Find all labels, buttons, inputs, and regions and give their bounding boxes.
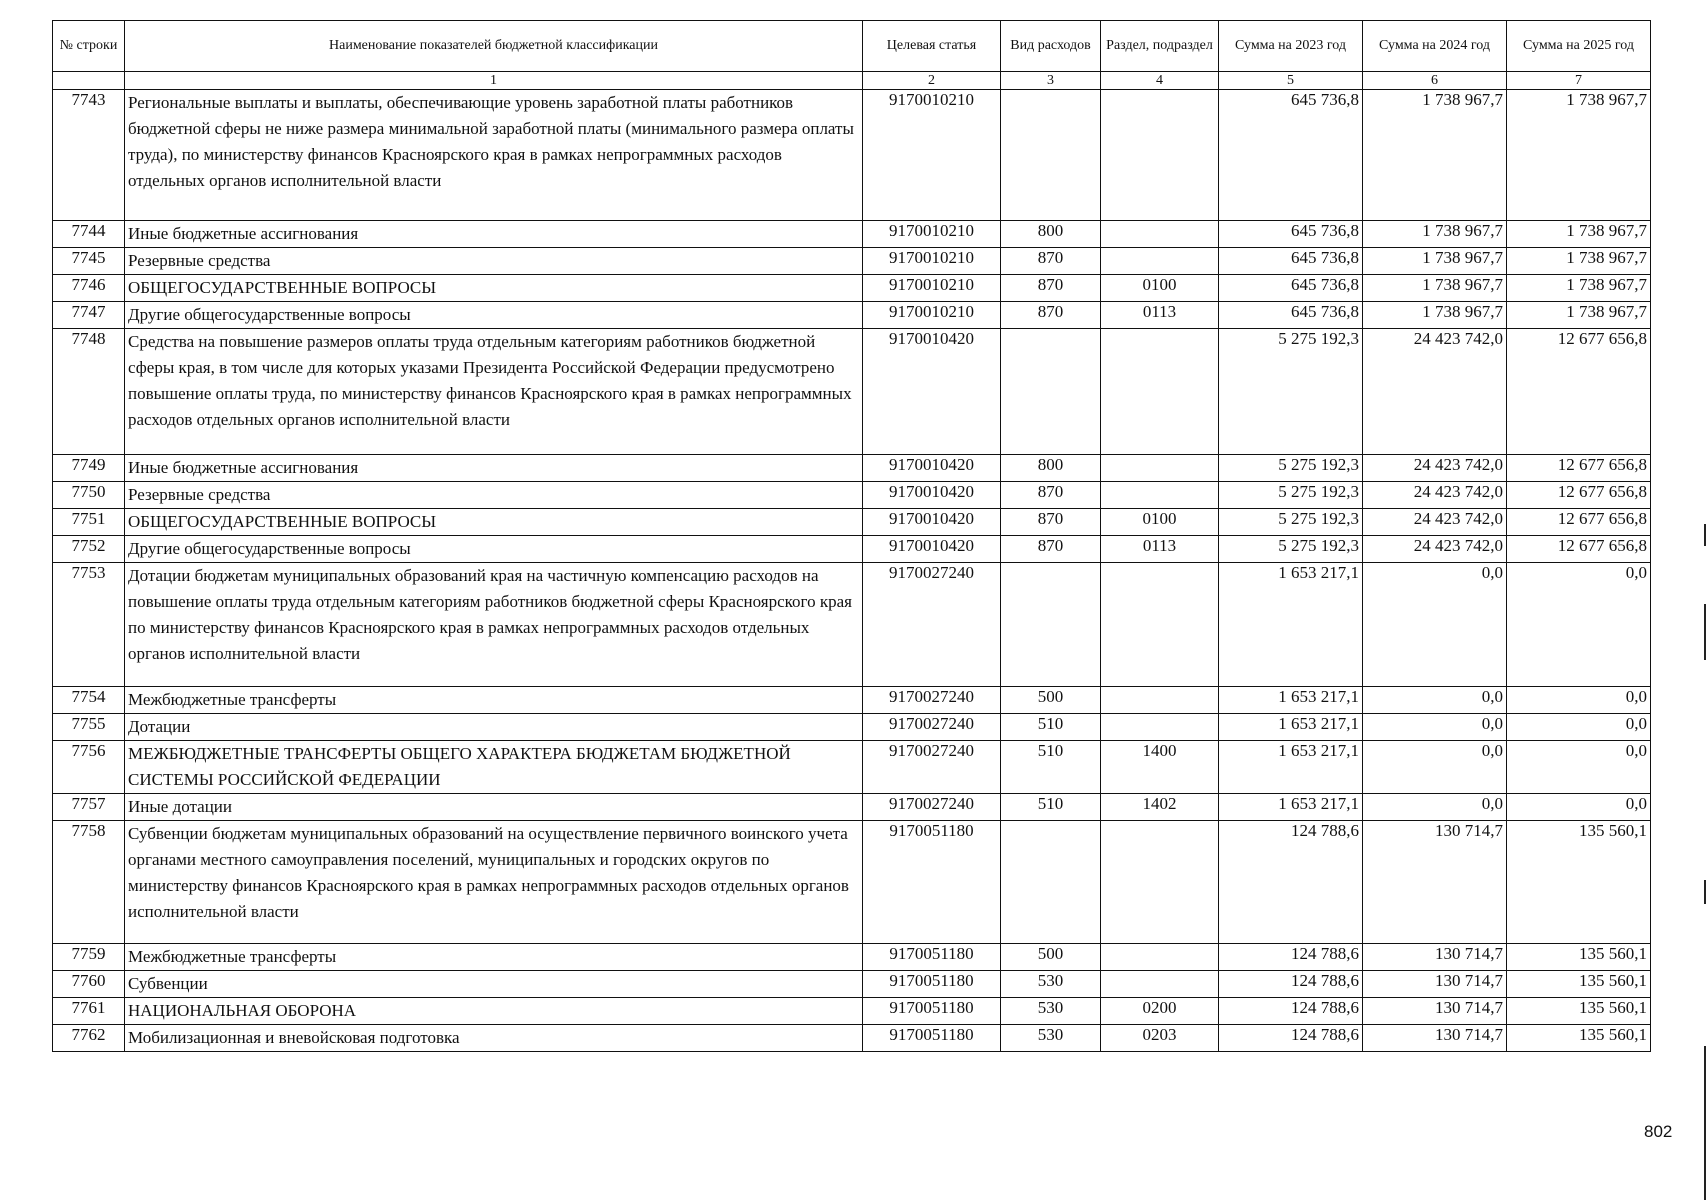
row-sum-2023: 5 275 192,3 — [1219, 482, 1363, 509]
row-section — [1101, 687, 1219, 714]
row-sum-2024: 24 423 742,0 — [1363, 482, 1507, 509]
row-number: 7759 — [53, 944, 125, 971]
row-name: Иные дотации — [125, 794, 863, 821]
row-expense-type: 510 — [1001, 714, 1101, 741]
row-expense-type: 870 — [1001, 302, 1101, 329]
column-number: 4 — [1101, 72, 1219, 90]
row-target-code: 9170010210 — [863, 248, 1001, 275]
row-section: 1402 — [1101, 794, 1219, 821]
row-name: Субвенции — [125, 971, 863, 998]
row-sum-2023: 124 788,6 — [1219, 944, 1363, 971]
row-target-code: 9170051180 — [863, 944, 1001, 971]
row-target-code: 9170027240 — [863, 563, 1001, 687]
row-sum-2024: 130 714,7 — [1363, 1025, 1507, 1052]
row-target-code: 9170010420 — [863, 329, 1001, 455]
table-row — [53, 248, 1651, 275]
row-target-code: 9170051180 — [863, 821, 1001, 944]
row-sum-2023: 5 275 192,3 — [1219, 455, 1363, 482]
row-name: Резервные средства — [125, 482, 863, 509]
row-sum-2023: 1 653 217,1 — [1219, 714, 1363, 741]
row-sum-2023: 645 736,8 — [1219, 221, 1363, 248]
row-section — [1101, 971, 1219, 998]
column-number: 3 — [1001, 72, 1101, 90]
header-sum-2023: Сумма на 2023 год — [1219, 21, 1363, 72]
row-name: ОБЩЕГОСУДАРСТВЕННЫЕ ВОПРОСЫ — [125, 509, 863, 536]
column-number: 5 — [1219, 72, 1363, 90]
row-name: Иные бюджетные ассигнования — [125, 221, 863, 248]
row-sum-2024: 130 714,7 — [1363, 944, 1507, 971]
row-section — [1101, 482, 1219, 509]
row-name: ОБЩЕГОСУДАРСТВЕННЫЕ ВОПРОСЫ — [125, 275, 863, 302]
row-target-code: 9170027240 — [863, 794, 1001, 821]
row-number: 7754 — [53, 687, 125, 714]
row-sum-2025: 12 677 656,8 — [1507, 482, 1651, 509]
row-expense-type: 500 — [1001, 944, 1101, 971]
row-section: 1400 — [1101, 741, 1219, 794]
row-sum-2023: 124 788,6 — [1219, 821, 1363, 944]
table-row — [53, 741, 1651, 794]
row-number: 7756 — [53, 741, 125, 794]
row-section: 0113 — [1101, 302, 1219, 329]
header-vid: Вид расходов — [1001, 21, 1101, 72]
row-sum-2024: 24 423 742,0 — [1363, 509, 1507, 536]
row-sum-2023: 124 788,6 — [1219, 971, 1363, 998]
table-row — [53, 998, 1651, 1025]
row-number: 7745 — [53, 248, 125, 275]
row-sum-2023: 645 736,8 — [1219, 90, 1363, 221]
row-target-code: 9170010420 — [863, 482, 1001, 509]
row-number: 7761 — [53, 998, 125, 1025]
row-number: 7749 — [53, 455, 125, 482]
row-sum-2025: 135 560,1 — [1507, 944, 1651, 971]
row-name: НАЦИОНАЛЬНАЯ ОБОРОНА — [125, 998, 863, 1025]
row-expense-type: 870 — [1001, 482, 1101, 509]
row-name: Межбюджетные трансферты — [125, 687, 863, 714]
column-number: 2 — [863, 72, 1001, 90]
row-number: 7762 — [53, 1025, 125, 1052]
row-target-code: 9170051180 — [863, 1025, 1001, 1052]
row-expense-type — [1001, 563, 1101, 687]
row-sum-2025: 12 677 656,8 — [1507, 329, 1651, 455]
row-expense-type: 870 — [1001, 536, 1101, 563]
row-sum-2023: 5 275 192,3 — [1219, 329, 1363, 455]
row-target-code: 9170010210 — [863, 221, 1001, 248]
row-name: Другие общегосударственные вопросы — [125, 302, 863, 329]
table-row — [53, 329, 1651, 455]
row-name: Дотации — [125, 714, 863, 741]
row-target-code: 9170051180 — [863, 998, 1001, 1025]
row-sum-2025: 1 738 967,7 — [1507, 90, 1651, 221]
row-target-code: 9170010210 — [863, 90, 1001, 221]
row-expense-type — [1001, 821, 1101, 944]
row-number: 7746 — [53, 275, 125, 302]
row-sum-2025: 0,0 — [1507, 741, 1651, 794]
row-expense-type: 510 — [1001, 794, 1101, 821]
row-number: 7758 — [53, 821, 125, 944]
row-section — [1101, 944, 1219, 971]
row-sum-2025: 12 677 656,8 — [1507, 536, 1651, 563]
row-sum-2023: 1 653 217,1 — [1219, 687, 1363, 714]
row-sum-2024: 1 738 967,7 — [1363, 221, 1507, 248]
row-name: Другие общегосударственные вопросы — [125, 536, 863, 563]
row-section — [1101, 563, 1219, 687]
row-number: 7755 — [53, 714, 125, 741]
row-section — [1101, 821, 1219, 944]
row-sum-2024: 24 423 742,0 — [1363, 329, 1507, 455]
column-number: 1 — [125, 72, 863, 90]
row-section: 0113 — [1101, 536, 1219, 563]
row-number: 7753 — [53, 563, 125, 687]
row-target-code: 9170010420 — [863, 536, 1001, 563]
scan-edge-mark — [1704, 604, 1706, 660]
table-row — [53, 482, 1651, 509]
row-sum-2023: 645 736,8 — [1219, 248, 1363, 275]
column-number: 7 — [1507, 72, 1651, 90]
row-target-code: 9170051180 — [863, 971, 1001, 998]
row-expense-type: 500 — [1001, 687, 1101, 714]
row-sum-2024: 1 738 967,7 — [1363, 90, 1507, 221]
row-sum-2024: 0,0 — [1363, 794, 1507, 821]
row-expense-type: 870 — [1001, 248, 1101, 275]
page-number: 802 — [1644, 1122, 1673, 1141]
row-sum-2025: 1 738 967,7 — [1507, 302, 1651, 329]
row-section — [1101, 714, 1219, 741]
table-row — [53, 302, 1651, 329]
row-number: 7747 — [53, 302, 125, 329]
row-sum-2023: 645 736,8 — [1219, 275, 1363, 302]
row-number: 7751 — [53, 509, 125, 536]
row-sum-2024: 24 423 742,0 — [1363, 536, 1507, 563]
row-target-code: 9170010210 — [863, 302, 1001, 329]
row-name: Межбюджетные трансферты — [125, 944, 863, 971]
row-name: Региональные выплаты и выплаты, обеспечивающие уровень заработной платы работников бюджетной сферы не ниже размера минимальной заработной платы (минимального размера оплаты труда), по министерству финансов Красноярского края в рамках непрограммных расходов отдельных органов исполнительной власти — [125, 90, 863, 221]
row-sum-2025: 135 560,1 — [1507, 998, 1651, 1025]
table-row — [53, 455, 1651, 482]
row-name: Резервные средства — [125, 248, 863, 275]
row-sum-2024: 0,0 — [1363, 563, 1507, 687]
table-row — [53, 221, 1651, 248]
table-row — [53, 509, 1651, 536]
row-sum-2025: 1 738 967,7 — [1507, 221, 1651, 248]
row-sum-2025: 0,0 — [1507, 563, 1651, 687]
row-sum-2023: 5 275 192,3 — [1219, 536, 1363, 563]
scan-edge-mark — [1704, 1046, 1706, 1200]
row-sum-2025: 135 560,1 — [1507, 971, 1651, 998]
row-section — [1101, 248, 1219, 275]
header-sum-2025: Сумма на 2025 год — [1507, 21, 1651, 72]
row-sum-2024: 130 714,7 — [1363, 821, 1507, 944]
row-number: 7743 — [53, 90, 125, 221]
row-sum-2025: 1 738 967,7 — [1507, 248, 1651, 275]
row-number: 7757 — [53, 794, 125, 821]
column-number: 6 — [1363, 72, 1507, 90]
row-sum-2025: 12 677 656,8 — [1507, 509, 1651, 536]
table-row — [53, 536, 1651, 563]
row-sum-2024: 130 714,7 — [1363, 998, 1507, 1025]
row-number: 7760 — [53, 971, 125, 998]
row-sum-2025: 135 560,1 — [1507, 821, 1651, 944]
row-section — [1101, 90, 1219, 221]
row-section: 0203 — [1101, 1025, 1219, 1052]
row-expense-type: 870 — [1001, 509, 1101, 536]
row-expense-type — [1001, 329, 1101, 455]
table-row — [53, 1025, 1651, 1052]
row-target-code: 9170027240 — [863, 714, 1001, 741]
row-sum-2025: 0,0 — [1507, 794, 1651, 821]
row-name: МЕЖБЮДЖЕТНЫЕ ТРАНСФЕРТЫ ОБЩЕГО ХАРАКТЕРА БЮДЖЕТАМ БЮДЖЕТНОЙ СИСТЕМЫ РОССИЙСКОЙ ФЕДЕРАЦИИ — [125, 741, 863, 794]
row-name: Иные бюджетные ассигнования — [125, 455, 863, 482]
row-sum-2024: 130 714,7 — [1363, 971, 1507, 998]
header-sum-2024: Сумма на 2024 год — [1363, 21, 1507, 72]
row-sum-2025: 12 677 656,8 — [1507, 455, 1651, 482]
row-expense-type: 800 — [1001, 455, 1101, 482]
row-target-code: 9170010420 — [863, 455, 1001, 482]
scan-edge-mark — [1704, 524, 1706, 546]
row-expense-type: 800 — [1001, 221, 1101, 248]
table-row — [53, 944, 1651, 971]
row-sum-2025: 0,0 — [1507, 687, 1651, 714]
row-section — [1101, 329, 1219, 455]
budget-table — [52, 20, 1651, 1052]
row-target-code: 9170027240 — [863, 741, 1001, 794]
row-expense-type: 530 — [1001, 998, 1101, 1025]
table-row — [53, 275, 1651, 302]
row-sum-2025: 1 738 967,7 — [1507, 275, 1651, 302]
row-name: Дотации бюджетам муниципальных образований края на частичную компенсацию расходов на повышение оплаты труда отдельным категориям работников бюджетной сферы Красноярского края по министерству финансов Красноярского края в рамках непрограммных расходов отдельных органов исполнительной власти — [125, 563, 863, 687]
header-row-no: № строки — [53, 21, 125, 72]
column-number-row — [53, 72, 1651, 90]
row-sum-2024: 0,0 — [1363, 687, 1507, 714]
row-number: 7748 — [53, 329, 125, 455]
row-sum-2024: 0,0 — [1363, 741, 1507, 794]
row-sum-2023: 124 788,6 — [1219, 998, 1363, 1025]
row-section — [1101, 455, 1219, 482]
row-number: 7750 — [53, 482, 125, 509]
row-name: Субвенции бюджетам муниципальных образований на осуществление первичного воинского учета органами местного самоуправления поселений, муниципальных и городских округов по министерству финансов Красноярского края в рамках непрограммных расходов отдельных органов исполнительной власти — [125, 821, 863, 944]
table-row — [53, 821, 1651, 944]
row-sum-2024: 1 738 967,7 — [1363, 275, 1507, 302]
table-row — [53, 971, 1651, 998]
row-number: 7744 — [53, 221, 125, 248]
row-sum-2025: 135 560,1 — [1507, 1025, 1651, 1052]
header-row — [53, 21, 1651, 72]
row-expense-type: 870 — [1001, 275, 1101, 302]
header-razdel: Раздел, подраздел — [1101, 21, 1219, 72]
row-sum-2023: 124 788,6 — [1219, 1025, 1363, 1052]
table-row — [53, 794, 1651, 821]
row-sum-2024: 24 423 742,0 — [1363, 455, 1507, 482]
row-sum-2023: 1 653 217,1 — [1219, 794, 1363, 821]
row-sum-2023: 1 653 217,1 — [1219, 563, 1363, 687]
table-row — [53, 90, 1651, 221]
row-section: 0200 — [1101, 998, 1219, 1025]
row-section: 0100 — [1101, 275, 1219, 302]
table-row — [53, 563, 1651, 687]
row-section — [1101, 221, 1219, 248]
header-target: Целевая статья — [863, 21, 1001, 72]
column-number — [53, 72, 125, 90]
row-sum-2023: 5 275 192,3 — [1219, 509, 1363, 536]
table-row — [53, 714, 1651, 741]
row-target-code: 9170010420 — [863, 509, 1001, 536]
row-number: 7752 — [53, 536, 125, 563]
row-sum-2023: 645 736,8 — [1219, 302, 1363, 329]
row-name: Мобилизационная и вневойсковая подготовка — [125, 1025, 863, 1052]
row-sum-2023: 1 653 217,1 — [1219, 741, 1363, 794]
table-row — [53, 687, 1651, 714]
row-name: Средства на повышение размеров оплаты труда отдельным категориям работников бюджетной сферы края, в том числе для которых указами Президента Российской Федерации предусмотрено повышение оплаты труда, по министерству финансов Красноярского края в рамках непрограммных расходов отдельных органов исполнительной власти — [125, 329, 863, 455]
scan-edge-mark — [1704, 880, 1706, 904]
header-name: Наименование показателей бюджетной классификации — [125, 21, 863, 72]
row-section: 0100 — [1101, 509, 1219, 536]
row-sum-2024: 1 738 967,7 — [1363, 302, 1507, 329]
row-expense-type — [1001, 90, 1101, 221]
row-expense-type: 510 — [1001, 741, 1101, 794]
row-sum-2025: 0,0 — [1507, 714, 1651, 741]
row-expense-type: 530 — [1001, 1025, 1101, 1052]
row-sum-2024: 1 738 967,7 — [1363, 248, 1507, 275]
row-sum-2024: 0,0 — [1363, 714, 1507, 741]
row-expense-type: 530 — [1001, 971, 1101, 998]
row-target-code: 9170010210 — [863, 275, 1001, 302]
row-target-code: 9170027240 — [863, 687, 1001, 714]
